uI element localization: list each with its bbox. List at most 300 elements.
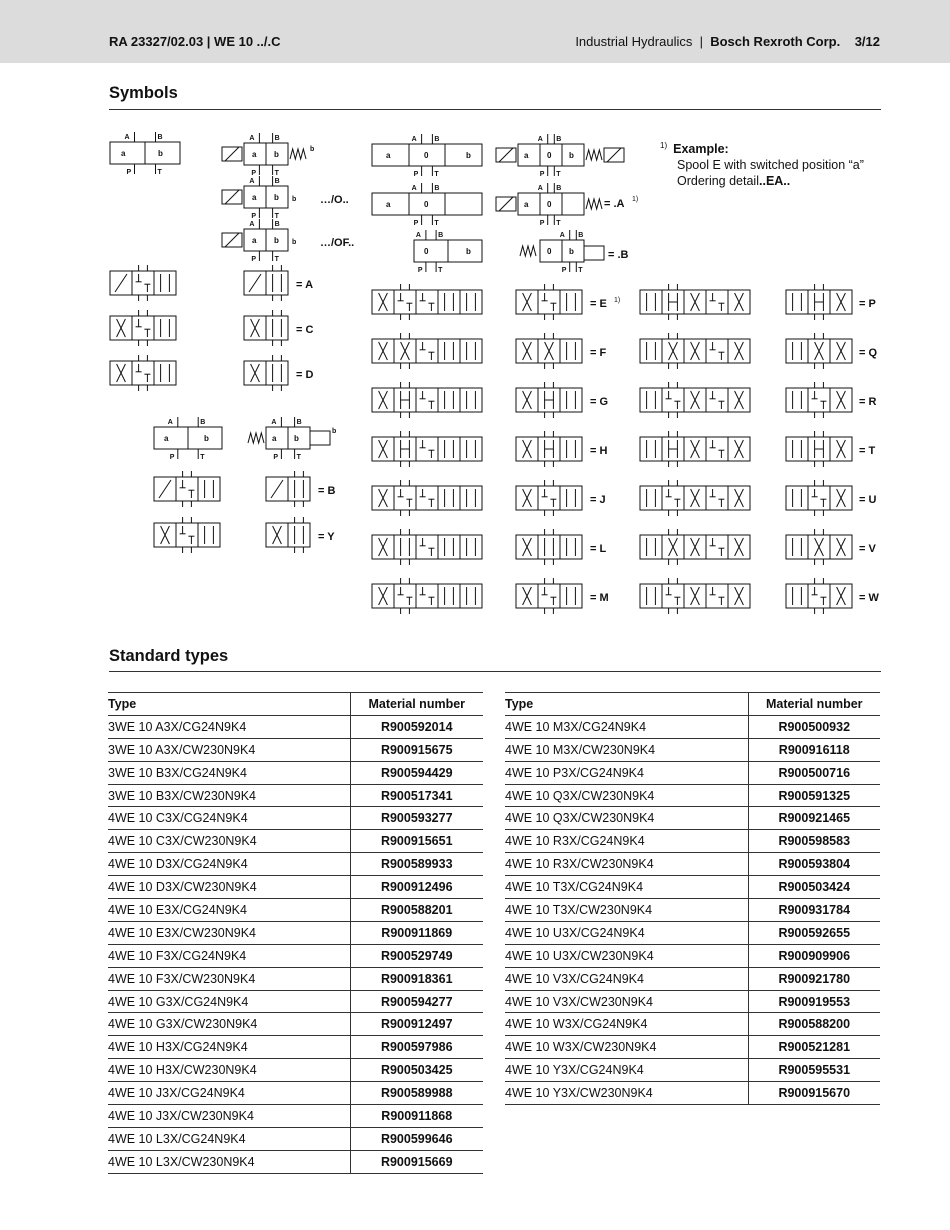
type-cell: 4WE 10 M3X/CW230N9K4 bbox=[505, 738, 748, 761]
valve-box bbox=[560, 584, 582, 608]
type-cell: 4WE 10 W3X/CG24N9K4 bbox=[505, 1013, 748, 1036]
position-label-b: b bbox=[274, 150, 279, 159]
valve-box bbox=[560, 486, 582, 510]
valve-box bbox=[786, 535, 808, 559]
port-label-a: A bbox=[249, 135, 255, 142]
table-row bbox=[108, 1059, 483, 1082]
table-row bbox=[505, 1082, 880, 1105]
position-label-b: b bbox=[332, 428, 337, 435]
spool-label-f: = F bbox=[590, 347, 607, 359]
spool-label-l: = L bbox=[590, 543, 607, 555]
port-label-b: B bbox=[434, 185, 440, 192]
material-number-cell: R900912497 bbox=[350, 1013, 483, 1036]
type-cell: 3WE 10 A3X/CG24N9K4 bbox=[108, 715, 350, 738]
type-cell: 3WE 10 B3X/CW230N9K4 bbox=[108, 784, 350, 807]
port-label-p: P bbox=[251, 256, 257, 263]
table-row bbox=[505, 967, 880, 990]
flow-line bbox=[115, 274, 127, 292]
material-number-cell: R900595531 bbox=[748, 1059, 880, 1082]
valve-box bbox=[786, 584, 808, 608]
symbols-divider bbox=[109, 109, 881, 110]
material-number-cell: R900911869 bbox=[350, 921, 483, 944]
page-header bbox=[0, 0, 950, 63]
spring-icon bbox=[248, 433, 264, 443]
table-row bbox=[505, 853, 880, 876]
valve-box bbox=[416, 486, 438, 510]
material-number-cell: R900594277 bbox=[350, 990, 483, 1013]
spool-label-c: = C bbox=[296, 324, 314, 336]
port-label-b: B bbox=[578, 232, 584, 239]
valve-box bbox=[198, 523, 220, 547]
table-row bbox=[108, 944, 483, 967]
port-label-a: A bbox=[411, 185, 417, 192]
type-cell: 4WE 10 U3X/CG24N9K4 bbox=[505, 921, 748, 944]
variant-label-dot-a-ref: 1) bbox=[632, 196, 639, 203]
table-row bbox=[108, 1082, 483, 1105]
port-label-t: T bbox=[157, 169, 162, 176]
page-number: 3/12 bbox=[854, 34, 880, 49]
table-row bbox=[108, 1150, 483, 1173]
port-label-a: A bbox=[559, 232, 565, 239]
valve-box bbox=[808, 486, 830, 510]
valve-box bbox=[640, 388, 662, 412]
note-title: Example: bbox=[673, 142, 729, 157]
note-line-1: Spool E with switched position “a” bbox=[677, 158, 864, 173]
valve-box bbox=[288, 477, 310, 501]
port-label-t: T bbox=[578, 267, 583, 274]
valve-box bbox=[438, 437, 460, 461]
material-number-cell: R900915675 bbox=[350, 738, 483, 761]
position-label-b: b bbox=[466, 151, 471, 160]
type-cell: 4WE 10 H3X/CG24N9K4 bbox=[108, 1036, 350, 1059]
valve-box bbox=[706, 290, 728, 314]
material-number-cell: R900597986 bbox=[350, 1036, 483, 1059]
valve-box bbox=[460, 437, 482, 461]
material-number-cell: R900916118 bbox=[748, 738, 880, 761]
header-category: Industrial Hydraulics bbox=[575, 34, 693, 49]
position-label-zero: 0 bbox=[424, 247, 429, 256]
document-id: RA 23327/02.03 | WE 10 ../.C bbox=[109, 34, 281, 49]
position-label-b: b bbox=[274, 236, 279, 245]
port-label-t: T bbox=[434, 220, 439, 227]
valve-box bbox=[394, 584, 416, 608]
port-label-t: T bbox=[274, 170, 279, 177]
valve-box bbox=[154, 361, 176, 385]
port-label-a: A bbox=[415, 232, 421, 239]
variant-label-of: …/OF.. bbox=[320, 237, 355, 249]
material-number-cell: R900503424 bbox=[748, 876, 880, 899]
valve-box bbox=[154, 271, 176, 295]
solenoid-icon bbox=[607, 148, 621, 162]
valve-box bbox=[460, 290, 482, 314]
symbols-title: Symbols bbox=[109, 84, 178, 102]
spring-icon bbox=[586, 150, 602, 160]
position-label-b: b bbox=[466, 247, 471, 256]
type-cell: 4WE 10 R3X/CG24N9K4 bbox=[505, 830, 748, 853]
position-label-a: a bbox=[252, 150, 257, 159]
solenoid-icon bbox=[225, 233, 239, 247]
table-row bbox=[108, 1036, 483, 1059]
material-number-cell: R900503425 bbox=[350, 1059, 483, 1082]
material-number-cell: R900909906 bbox=[748, 944, 880, 967]
material-number-cell: R900591325 bbox=[748, 784, 880, 807]
position-label-a: a bbox=[252, 193, 257, 202]
spool-label-m: = M bbox=[590, 592, 609, 604]
note-ordering-code: ..EA.. bbox=[759, 174, 791, 189]
variant-label-o: …/O.. bbox=[320, 194, 349, 206]
type-cell: 4WE 10 T3X/CW230N9K4 bbox=[505, 899, 748, 922]
valve-box bbox=[438, 486, 460, 510]
material-number-cell: R900912496 bbox=[350, 876, 483, 899]
table-row bbox=[505, 761, 880, 784]
spool-label-e-ref: 1) bbox=[614, 297, 621, 304]
valve-box bbox=[266, 271, 288, 295]
valve-box bbox=[560, 535, 582, 559]
table-row bbox=[505, 830, 880, 853]
spool-label-q: = Q bbox=[859, 347, 878, 359]
valve-box bbox=[438, 535, 460, 559]
spool-label-b: = B bbox=[318, 485, 336, 497]
position-label-zero: 0 bbox=[547, 247, 552, 256]
valve-box bbox=[706, 486, 728, 510]
position-label-a: a bbox=[252, 236, 257, 245]
valve-box bbox=[662, 388, 684, 412]
material-number-cell: R900500716 bbox=[748, 761, 880, 784]
port-label-a: A bbox=[411, 136, 417, 143]
header-company: Bosch Rexroth Corp. bbox=[710, 34, 841, 49]
port-label-b: B bbox=[556, 136, 562, 143]
flow-line bbox=[271, 480, 283, 498]
table-row bbox=[505, 715, 880, 738]
spool-label-j: = J bbox=[590, 494, 606, 506]
type-cell: 4WE 10 J3X/CG24N9K4 bbox=[108, 1082, 350, 1105]
valve-box bbox=[176, 477, 198, 501]
valve-box bbox=[416, 339, 438, 363]
port-label-a: A bbox=[271, 419, 277, 426]
table-row bbox=[108, 967, 483, 990]
spool-label-w: = W bbox=[859, 592, 879, 604]
type-cell: 4WE 10 R3X/CW230N9K4 bbox=[505, 853, 748, 876]
table-row bbox=[108, 853, 483, 876]
valve-box bbox=[538, 290, 560, 314]
port-label-p: P bbox=[417, 267, 423, 274]
valve-box bbox=[438, 584, 460, 608]
valve-box bbox=[132, 361, 154, 385]
header-right bbox=[575, 34, 880, 49]
type-cell: 4WE 10 Y3X/CW230N9K4 bbox=[505, 1082, 748, 1105]
valve-box bbox=[266, 361, 288, 385]
type-cell: 4WE 10 L3X/CW230N9K4 bbox=[108, 1150, 350, 1173]
valve-box bbox=[460, 584, 482, 608]
position-label-b: b bbox=[274, 193, 279, 202]
valve-box bbox=[288, 523, 310, 547]
table-row bbox=[108, 715, 483, 738]
type-cell: 3WE 10 B3X/CG24N9K4 bbox=[108, 761, 350, 784]
valve-box bbox=[786, 486, 808, 510]
table-row bbox=[108, 738, 483, 761]
spool-label-u: = U bbox=[859, 494, 877, 506]
table-header-row bbox=[505, 693, 880, 716]
variant-label-dot-a: = .A bbox=[604, 198, 625, 210]
solenoid-icon bbox=[225, 190, 239, 204]
valve-box bbox=[416, 535, 438, 559]
material-number-cell: R900529749 bbox=[350, 944, 483, 967]
material-number-cell: R900517341 bbox=[350, 784, 483, 807]
valve-box bbox=[154, 316, 176, 340]
table-row bbox=[108, 830, 483, 853]
valve-box bbox=[460, 486, 482, 510]
material-number-cell: R900588200 bbox=[748, 1013, 880, 1036]
type-cell: 4WE 10 F3X/CW230N9K4 bbox=[108, 967, 350, 990]
column-header-material: Material number bbox=[748, 693, 880, 716]
table-row bbox=[108, 784, 483, 807]
valve-box bbox=[460, 339, 482, 363]
spool-label-r: = R bbox=[859, 396, 877, 408]
type-cell: 4WE 10 G3X/CW230N9K4 bbox=[108, 1013, 350, 1036]
valve-box bbox=[132, 316, 154, 340]
valve-box bbox=[640, 437, 662, 461]
position-label-a: a bbox=[524, 200, 529, 209]
table-row bbox=[108, 921, 483, 944]
valve-box bbox=[394, 486, 416, 510]
spool-label-p: = P bbox=[859, 298, 876, 310]
port-label-b: B bbox=[200, 419, 206, 426]
standard-types-table-right bbox=[505, 692, 880, 1105]
type-cell: 4WE 10 J3X/CW230N9K4 bbox=[108, 1105, 350, 1128]
valve-box bbox=[438, 339, 460, 363]
type-cell: 4WE 10 W3X/CW230N9K4 bbox=[505, 1036, 748, 1059]
material-number-cell: R900598583 bbox=[748, 830, 880, 853]
port-label-t: T bbox=[274, 213, 279, 220]
type-cell: 4WE 10 V3X/CG24N9K4 bbox=[505, 967, 748, 990]
valve-box bbox=[538, 584, 560, 608]
spool-label-e: = E bbox=[590, 298, 607, 310]
valve-box bbox=[394, 290, 416, 314]
valve-box bbox=[438, 290, 460, 314]
port-label-a: A bbox=[249, 221, 255, 228]
valve-box bbox=[176, 523, 198, 547]
spool-label-v: = V bbox=[859, 543, 876, 555]
valve-box bbox=[394, 535, 416, 559]
valve-box bbox=[560, 290, 582, 314]
position-label-b: b bbox=[204, 434, 209, 443]
material-number-cell: R900589988 bbox=[350, 1082, 483, 1105]
port-label-b: B bbox=[274, 178, 280, 185]
port-label-p: P bbox=[561, 267, 567, 274]
type-cell: 4WE 10 V3X/CW230N9K4 bbox=[505, 990, 748, 1013]
type-cell: 4WE 10 E3X/CG24N9K4 bbox=[108, 899, 350, 922]
type-cell: 4WE 10 Q3X/CW230N9K4 bbox=[505, 807, 748, 830]
position-label-b: b bbox=[292, 239, 297, 246]
valve-box bbox=[808, 388, 830, 412]
port-label-p: P bbox=[251, 170, 257, 177]
position-label-b: b bbox=[310, 146, 315, 153]
port-label-p: P bbox=[126, 169, 132, 176]
type-cell: 4WE 10 M3X/CG24N9K4 bbox=[505, 715, 748, 738]
port-label-a: A bbox=[167, 419, 173, 426]
valve-box bbox=[198, 477, 220, 501]
valve-box bbox=[538, 535, 560, 559]
valve-box bbox=[132, 271, 154, 295]
valve-box bbox=[416, 388, 438, 412]
valve-box bbox=[786, 290, 808, 314]
header-separator: | bbox=[699, 34, 703, 49]
port-label-p: P bbox=[413, 171, 419, 178]
position-label-b: b bbox=[569, 247, 574, 256]
standard-types-title: Standard types bbox=[109, 647, 229, 665]
material-number-cell: R900592655 bbox=[748, 921, 880, 944]
note-line-2 bbox=[660, 173, 864, 189]
valve-box bbox=[706, 584, 728, 608]
table-row bbox=[505, 990, 880, 1013]
port-label-b: B bbox=[157, 134, 163, 141]
material-number-cell: R900921465 bbox=[748, 807, 880, 830]
position-label-a: a bbox=[164, 434, 169, 443]
spring-icon bbox=[586, 199, 602, 209]
note-marker: 1) bbox=[660, 141, 668, 150]
port-label-t: T bbox=[434, 171, 439, 178]
valve-box bbox=[786, 388, 808, 412]
port-label-t: T bbox=[274, 256, 279, 263]
valve-box bbox=[416, 290, 438, 314]
table-row bbox=[108, 876, 483, 899]
position-label-zero: 0 bbox=[424, 200, 429, 209]
port-label-t: T bbox=[296, 454, 301, 461]
position-label-zero: 0 bbox=[547, 151, 552, 160]
port-label-b: B bbox=[438, 232, 444, 239]
table-row bbox=[505, 1059, 880, 1082]
type-cell: 4WE 10 L3X/CG24N9K4 bbox=[108, 1127, 350, 1150]
port-label-p: P bbox=[273, 454, 279, 461]
material-number-cell: R900915669 bbox=[350, 1150, 483, 1173]
spring-icon bbox=[520, 246, 536, 256]
material-number-cell: R900589933 bbox=[350, 853, 483, 876]
valve-box bbox=[706, 535, 728, 559]
valve-box bbox=[460, 535, 482, 559]
valve-box bbox=[640, 339, 662, 363]
column-header-type: Type bbox=[505, 693, 748, 716]
valve-box bbox=[706, 388, 728, 412]
valve-box bbox=[416, 584, 438, 608]
table-row bbox=[505, 876, 880, 899]
position-label-a: a bbox=[386, 151, 391, 160]
type-cell: 4WE 10 C3X/CW230N9K4 bbox=[108, 830, 350, 853]
position-label-a: a bbox=[524, 151, 529, 160]
port-label-p: P bbox=[169, 454, 175, 461]
material-number-cell: R900599646 bbox=[350, 1127, 483, 1150]
type-cell: 4WE 10 T3X/CG24N9K4 bbox=[505, 876, 748, 899]
material-number-cell: R900921780 bbox=[748, 967, 880, 990]
valve-box bbox=[808, 584, 830, 608]
type-cell: 4WE 10 C3X/CG24N9K4 bbox=[108, 807, 350, 830]
column-header-type: Type bbox=[108, 693, 350, 716]
position-label-a: a bbox=[272, 434, 277, 443]
table-header-row bbox=[108, 693, 483, 716]
port-label-t: T bbox=[556, 220, 561, 227]
solenoid-icon bbox=[225, 147, 239, 161]
valve-box bbox=[640, 584, 662, 608]
spool-label-t: = T bbox=[859, 445, 876, 457]
valve-box bbox=[460, 388, 482, 412]
valve-box bbox=[706, 437, 728, 461]
spool-label-d: = D bbox=[296, 369, 314, 381]
standard-types-divider bbox=[109, 671, 881, 672]
valve-box bbox=[438, 388, 460, 412]
type-cell: 4WE 10 F3X/CG24N9K4 bbox=[108, 944, 350, 967]
valve-box bbox=[310, 431, 330, 445]
port-label-t: T bbox=[200, 454, 205, 461]
type-cell: 4WE 10 H3X/CW230N9K4 bbox=[108, 1059, 350, 1082]
valve-box bbox=[584, 246, 604, 260]
table-row bbox=[108, 1105, 483, 1128]
port-label-p: P bbox=[539, 171, 545, 178]
type-cell: 4WE 10 Y3X/CG24N9K4 bbox=[505, 1059, 748, 1082]
valve-box bbox=[560, 388, 582, 412]
valve-box bbox=[560, 437, 582, 461]
valve-box bbox=[662, 486, 684, 510]
table-row bbox=[108, 1127, 483, 1150]
note-line-2-prefix: Ordering detail bbox=[677, 174, 759, 189]
example-note bbox=[660, 138, 864, 189]
valve-box bbox=[786, 339, 808, 363]
spool-label-g: = G bbox=[590, 396, 609, 408]
material-number-cell: R900592014 bbox=[350, 715, 483, 738]
solenoid-icon bbox=[499, 197, 513, 211]
material-number-cell: R900500932 bbox=[748, 715, 880, 738]
flow-line bbox=[249, 274, 261, 292]
spring-icon bbox=[290, 149, 306, 159]
table-row bbox=[505, 738, 880, 761]
material-number-cell: R900918361 bbox=[350, 967, 483, 990]
port-label-b: B bbox=[274, 135, 280, 142]
table-row bbox=[505, 784, 880, 807]
material-number-cell: R900931784 bbox=[748, 899, 880, 922]
standard-types-table-left bbox=[108, 692, 483, 1174]
material-number-cell: R900594429 bbox=[350, 761, 483, 784]
flow-line bbox=[159, 480, 171, 498]
material-number-cell: R900911868 bbox=[350, 1105, 483, 1128]
valve-box bbox=[706, 339, 728, 363]
spool-label-y: = Y bbox=[318, 531, 335, 543]
valve-box bbox=[662, 584, 684, 608]
port-label-p: P bbox=[539, 220, 545, 227]
type-cell: 4WE 10 E3X/CW230N9K4 bbox=[108, 921, 350, 944]
port-label-a: A bbox=[124, 134, 130, 141]
position-label-zero: 0 bbox=[547, 200, 552, 209]
port-label-b: B bbox=[296, 419, 302, 426]
port-label-a: A bbox=[537, 185, 543, 192]
port-label-b: B bbox=[274, 221, 280, 228]
position-label-a: a bbox=[121, 149, 126, 158]
valve-box bbox=[416, 437, 438, 461]
valve-box bbox=[640, 290, 662, 314]
material-number-cell: R900919553 bbox=[748, 990, 880, 1013]
type-cell: 4WE 10 Q3X/CW230N9K4 bbox=[505, 784, 748, 807]
table-row bbox=[505, 899, 880, 922]
port-label-a: A bbox=[249, 178, 255, 185]
valve-box bbox=[560, 339, 582, 363]
type-cell: 4WE 10 D3X/CW230N9K4 bbox=[108, 876, 350, 899]
table-row bbox=[505, 1036, 880, 1059]
table-row bbox=[505, 944, 880, 967]
position-label-a: a bbox=[386, 200, 391, 209]
valve-box bbox=[786, 437, 808, 461]
type-cell: 4WE 10 G3X/CG24N9K4 bbox=[108, 990, 350, 1013]
port-label-t: T bbox=[438, 267, 443, 274]
material-number-cell: R900521281 bbox=[748, 1036, 880, 1059]
type-cell: 3WE 10 A3X/CW230N9K4 bbox=[108, 738, 350, 761]
solenoid-icon bbox=[499, 148, 513, 162]
